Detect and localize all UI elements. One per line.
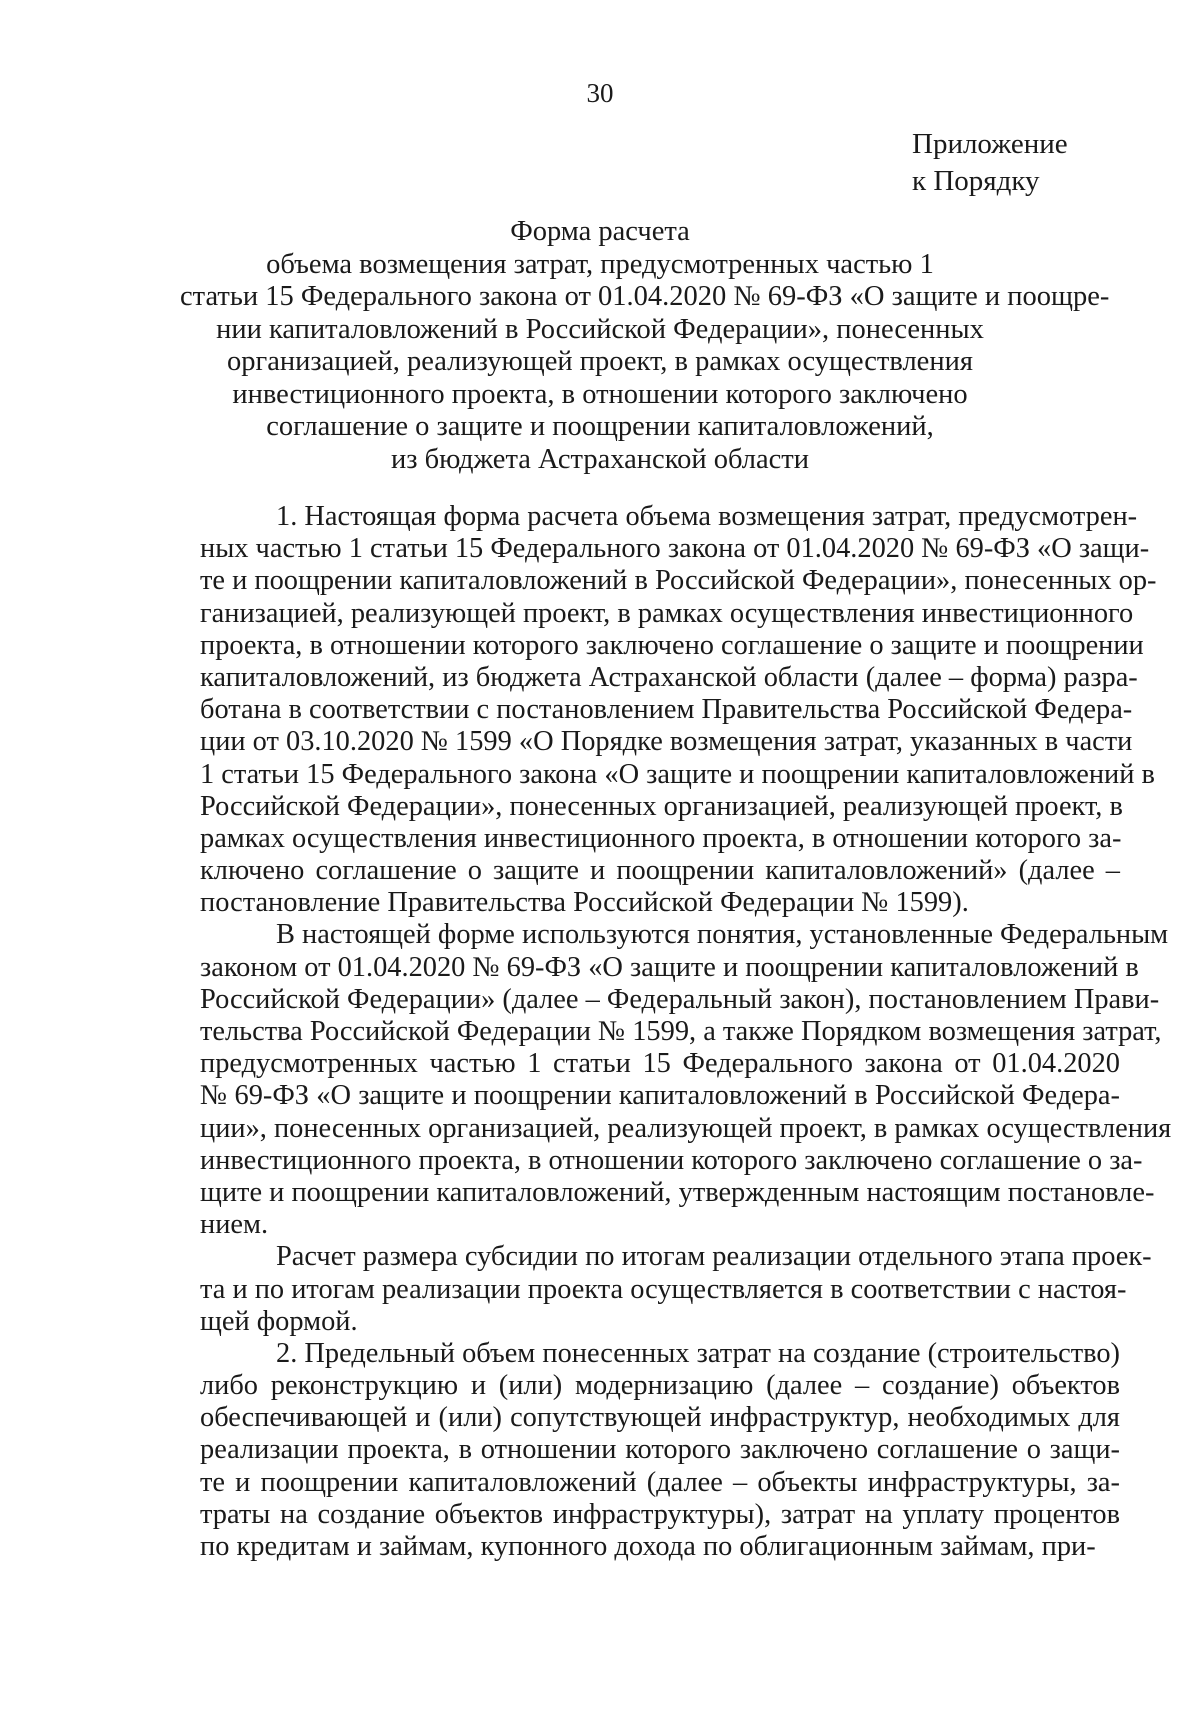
- title-line: Форма расчета: [510, 216, 690, 247]
- page-number: 30: [586, 78, 614, 108]
- appendix-line: к Порядку: [912, 165, 1040, 197]
- appendix-header: [912, 126, 1068, 200]
- paragraph-line: ганизацией, реализующей проект, в рамках осуществления инвестиционного: [200, 597, 1134, 629]
- title-line: из бюджета Астраханской области: [391, 443, 809, 475]
- paragraph-line: 2. Предельный объем понесенных затрат на создание (строительство): [276, 1337, 1120, 1369]
- paragraph-line: ботана в соответствии с постановлением Правительства Российской Федера-: [200, 694, 1133, 726]
- paragraph-line: те и поощрении капиталовложений (далее – объекты инфраструктуры, за-: [200, 1466, 1120, 1498]
- paragraph-line: инвестиционного проекта, в отношении которого заключено соглашение о за-: [200, 1144, 1143, 1176]
- paragraph: [200, 1241, 1152, 1338]
- paragraph-line: 1 статьи 15 Федерального закона «О защите и поощрении капиталовложений в: [200, 758, 1155, 790]
- paragraph-line: нием.: [200, 1209, 269, 1241]
- paragraph-line: предусмотренных частью 1 статьи 15 Федерального закона от 01.04.2020: [200, 1048, 1120, 1080]
- paragraph-line: ключено соглашение о защите и поощрении капиталовложений» (далее –: [200, 855, 1120, 887]
- paragraph: [200, 501, 1157, 919]
- paragraph-line: та и по итогам реализации проекта осуществляется в соответствии с настоя-: [200, 1273, 1127, 1305]
- paragraph: [200, 919, 1172, 1241]
- paragraph-line: те и поощрении капиталовложений в Российской Федерации», понесенных ор-: [200, 565, 1157, 597]
- paragraph-line: рамках осуществления инвестиционного проекта, в отношении которого за-: [200, 822, 1122, 854]
- paragraph-line: постановление Правительства Российской Федерации № 1599).: [200, 887, 969, 919]
- paragraph-line: щей формой.: [200, 1305, 358, 1337]
- title-line: объема возмещения затрат, предусмотренных частью 1: [266, 248, 934, 280]
- paragraph: [200, 1338, 1120, 1563]
- paragraph-line: тельства Российской Федерации № 1599, а также Порядком возмещения затрат,: [200, 1016, 1162, 1047]
- document-title: [180, 216, 1110, 476]
- paragraph-line: реализации проекта, в отношении которого заключено соглашение о защи-: [200, 1434, 1120, 1466]
- paragraph-line: ции от 03.10.2020 № 1599 «О Порядке возмещения затрат, указанных в части: [200, 726, 1133, 758]
- paragraph-line: траты на создание объектов инфраструктуры), затрат на уплату процентов: [200, 1498, 1120, 1530]
- paragraph-line: проекта, в отношении которого заключено соглашение о защите и поощрении: [200, 629, 1144, 661]
- paragraph-line: 1. Настоящая форма расчета объема возмещения затрат, предусмотрен-: [276, 501, 1138, 532]
- paragraph-line: либо реконструкцию и (или) модернизацию (далее – создание) объектов: [200, 1370, 1120, 1402]
- paragraph-line: Расчет размера субсидии по итогам реализации отдельного этапа проек-: [276, 1241, 1152, 1273]
- paragraph-line: В настоящей форме используются понятия, установленные Федеральным: [276, 919, 1169, 951]
- document-body: [200, 501, 1172, 1563]
- paragraph-line: Российской Федерации», понесенных организацией, реализующей проект, в: [200, 790, 1123, 822]
- paragraph-line: ции», понесенных организацией, реализующей проект, в рамках осуществления: [200, 1112, 1172, 1144]
- paragraph-line: капиталовложений, из бюджета Астраханской области (далее – форма) разра-: [200, 661, 1138, 693]
- title-line: соглашение о защите и поощрении капиталовложений,: [266, 411, 934, 442]
- paragraph-line: ных частью 1 статьи 15 Федерального закона от 01.04.2020 № 69-ФЗ «О защи-: [200, 533, 1150, 565]
- title-line: статьи 15 Федерального закона от 01.04.2020 № 69-ФЗ «О защите и поощре-: [180, 281, 1110, 312]
- paragraph-line: по кредитам и займам, купонного дохода по облигационным займам, при-: [200, 1531, 1096, 1562]
- paragraph-line: № 69-ФЗ «О защите и поощрении капиталовложений в Российской Федера-: [200, 1080, 1120, 1112]
- title-line: нии капиталовложений в Российской Федерации», понесенных: [216, 313, 984, 345]
- title-line: организацией, реализующей проект, в рамках осуществления: [227, 346, 973, 377]
- paragraph-line: обеспечивающей и (или) сопутствующей инфраструктур, необходимых для: [200, 1402, 1120, 1434]
- paragraph-line: Российской Федерации» (далее – Федеральный закон), постановлением Прави-: [200, 983, 1160, 1015]
- title-line: инвестиционного проекта, в отношении которого заключено: [232, 378, 968, 410]
- paragraph-line: законом от 01.04.2020 № 69-ФЗ «О защите и поощрении капиталовложений в: [200, 951, 1139, 983]
- paragraph-line: щите и поощрении капиталовложений, утвержденным настоящим постановле-: [200, 1176, 1155, 1208]
- appendix-line: Приложение: [912, 128, 1068, 160]
